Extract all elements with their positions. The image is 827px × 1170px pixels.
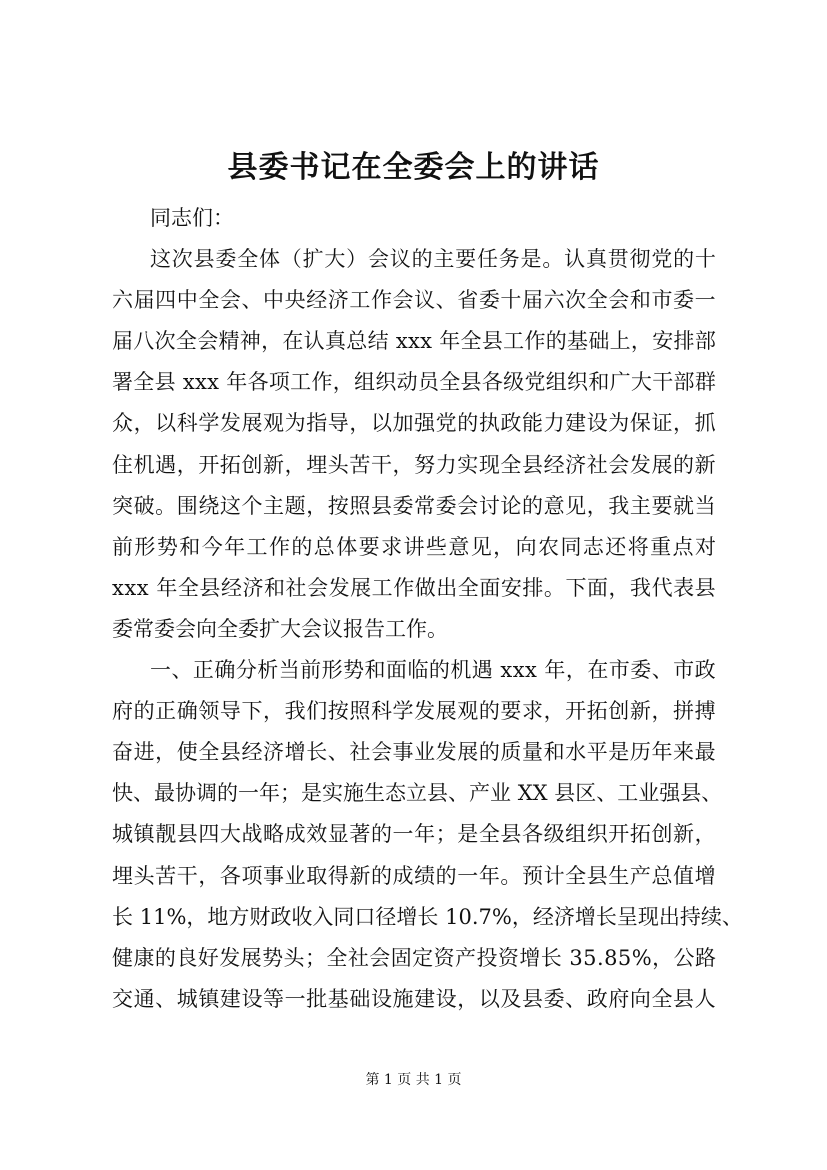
page-footer: 第 1 页 共 1 页 — [365, 1072, 462, 1088]
document-title: 县委书记在全委会上的讲话 — [227, 150, 600, 185]
paragraph-line: 届 八 次 全 会 精 神 ， 在 认 真 总 结 x x x 年 全 县 工 作 的 基 础 上 ， 安 排 部 — [112, 329, 716, 354]
paragraph-line: 埋 头 苦 干 ， 各 项 事 业 取 得 新 的 成 绩 的 一 年 。 预 计 全 县 生 产 总 值 增 — [112, 863, 716, 888]
paragraph-line: 长 1 1 % ， 地 方 财 政 收 入 同 口 径 增 长 1 0 . 7 % ， 经 济 增 长 呈 现 出 持 续 、 — [112, 904, 743, 929]
paragraph-1 — [112, 239, 716, 650]
paragraph-line: 健 康 的 良 好 发 展 势 头 ； 全 社 会 固 定 资 产 投 资 增 长 3 5 . 8 5 % ， 公 路 — [112, 945, 716, 970]
document-body — [112, 198, 743, 1020]
paragraph-line: 交 通 、 城 镇 建 设 等 一 批 基 础 设 施 建 设 ， 以 及 县 委 、 政 府 向 全 县 人 — [112, 986, 716, 1011]
paragraph-line: 众 ， 以 科 学 发 展 观 为 指 导 ， 以 加 强 党 的 执 政 能 力 建 设 为 保 证 ， 抓 — [112, 411, 716, 436]
paragraph-line: 一 、 正 确 分 析 当 前 形 势 和 面 临 的 机 遇 x x x 年 ， 在 市 委 、 市 政 — [150, 658, 716, 683]
paragraph-line: 住 机 遇 ， 开 拓 创 新 ， 埋 头 苦 干 ， 努 力 实 现 全 县 经 济 社 会 发 展 的 新 — [112, 452, 716, 477]
paragraph-line: 奋 进 ， 使 全 县 经 济 增 长 、 社 会 事 业 发 展 的 质 量 和 水 平 是 历 年 来 最 — [112, 740, 716, 765]
paragraph-line: 这 次 县 委 全 体 （ 扩 大 ） 会 议 的 主 要 任 务 是 。 认 真 贯 彻 党 的 十 — [150, 247, 716, 272]
paragraph-line: 委常委会向全委扩大会议报告工作。 — [112, 616, 448, 641]
paragraph-line: 快 、 最 协 调 的 一 年 ； 是 实 施 生 态 立 县 、 产 业 X X 县 区 、 工 业 强 县 、 — [112, 781, 723, 806]
paragraph-line: x x x 年 全 县 经 济 和 社 会 发 展 工 作 做 出 全 面 安 排 。 下 面 ， 我 代 表 县 — [112, 575, 716, 600]
paragraph-line: 前 形 势 和 今 年 工 作 的 总 体 要 求 讲 些 意 见 ， 向 农 同 志 还 将 重 点 对 — [112, 534, 716, 559]
paragraph-line: 六 届 四 中 全 会 、 中 央 经 济 工 作 会 议 、 省 委 十 届 六 次 全 会 和 市 委 一 — [112, 288, 716, 313]
paragraph-line: 署 全 县 x x x 年 各 项 工 作 ， 组 织 动 员 全 县 各 级 党 组 织 和 广 大 干 部 群 — [112, 370, 716, 395]
paragraph-line: 突 破 。 围 绕 这 个 主 题 ， 按 照 县 委 常 委 会 讨 论 的 意 见 ， 我 主 要 就 当 — [112, 493, 716, 518]
paragraph-line: 城 镇 靓 县 四 大 战 略 成 效 显 著 的 一 年 ； 是 全 县 各 级 组 织 开 拓 创 新 ， — [112, 822, 716, 847]
salutation: 同志们： — [150, 206, 234, 230]
paragraph-2 — [112, 650, 743, 1020]
paragraph-line: 府 的 正 确 领 导 下 ， 我 们 按 照 科 学 发 展 观 的 要 求 ， 开 拓 创 新 ， 拼 搏 — [112, 699, 716, 724]
